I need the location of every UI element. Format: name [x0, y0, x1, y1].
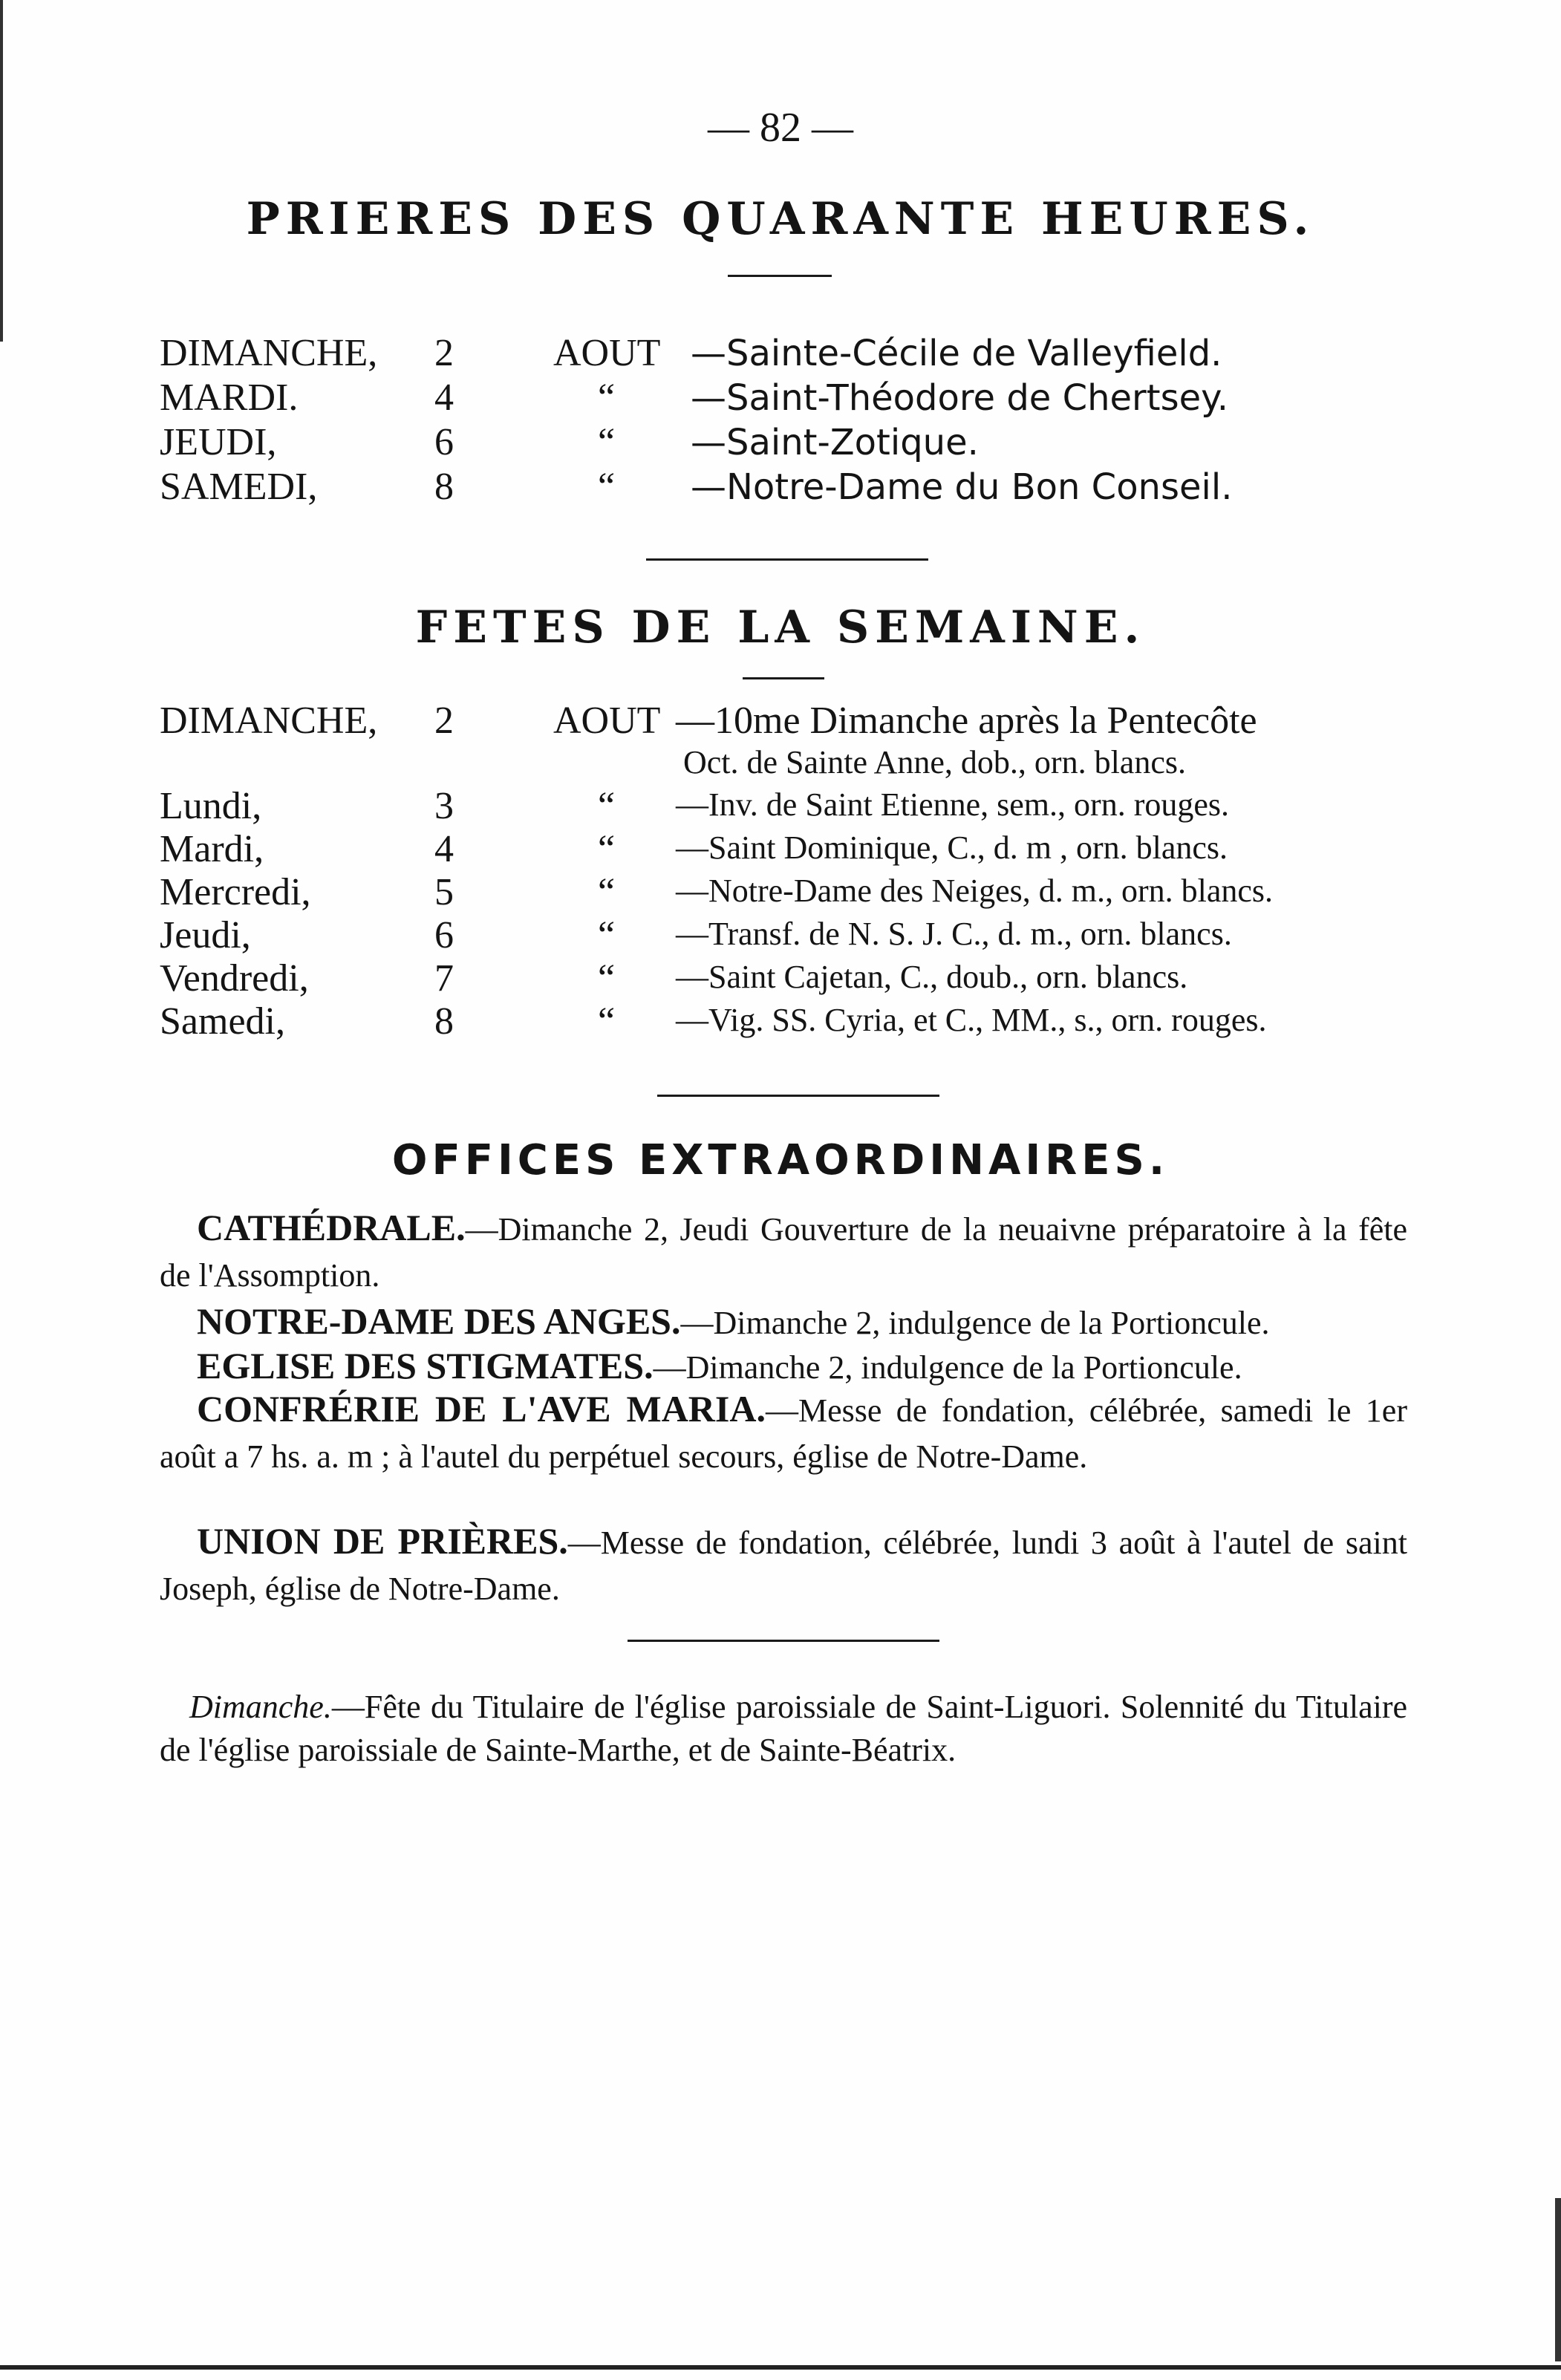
office-heading: UNION DE PRIÈRES.: [197, 1520, 568, 1562]
office-text: —Dimanche 2, indulgence de la Portioncule.: [653, 1349, 1242, 1386]
fete-desc: —Notre-Dame des Neiges, d. m., orn. blancs.: [676, 873, 1274, 909]
office-text: —Messe de fondation, célébrée, samedi le 1er août a 7 hs. a. m ; à l'autel du perpétuel secours, église de Notre-Dame.: [160, 1392, 1407, 1475]
section-title-offices: OFFICES EXTRAORDINAIRES.: [391, 1136, 1170, 1184]
section-divider: [628, 1640, 939, 1642]
fete-day: Vendredi,: [160, 957, 309, 1000]
fete-num: 7: [434, 957, 454, 1000]
fete-ditto: “: [598, 957, 616, 1000]
fete-day: Mercredi,: [160, 871, 311, 913]
scan-bottom-edge: [0, 2365, 1561, 2370]
qh-num: 4: [434, 376, 454, 419]
fete-num: 6: [434, 914, 454, 956]
office-text: —Messe de fondation, célébrée, lundi 3 août à l'autel de saint Joseph, église de Notre-Dame.: [160, 1525, 1407, 1607]
section-title-fetes: FETES DE LA SEMAINE.: [415, 601, 1146, 653]
qh-num: 8: [434, 466, 454, 508]
qh-desc: —Notre-Dame du Bon Conseil.: [691, 466, 1233, 508]
section-title-quarante-heures: PRIERES DES QUARANTE HEURES.: [246, 193, 1315, 245]
page-number: — 82 —: [708, 105, 853, 151]
qh-day: SAMEDI,: [160, 466, 318, 508]
section-divider: [657, 1095, 939, 1097]
fete-ditto: “: [598, 785, 616, 827]
fete-num: 5: [434, 871, 454, 913]
footnote-text: —Fête du Titulaire de l'église paroissiale de Saint-Liguori. Solennité du Titulaire de l'église paroissiale de Sainte-Marthe, et de Sainte-Béatrix.: [160, 1689, 1407, 1768]
fete-subline: Oct. de Sainte Anne, dob., orn. blancs.: [683, 744, 1186, 780]
qh-desc: —Saint-Zotique.: [691, 422, 979, 463]
office-paragraph: [160, 1298, 1407, 1346]
office-text: —Dimanche 2, Jeudi Gouverture de la neuaivne préparatoire à la fête de l'Assomption.: [160, 1211, 1407, 1294]
office-heading: EGLISE DES STIGMATES.: [197, 1345, 654, 1386]
fete-month: AOUT: [553, 700, 661, 742]
fete-ditto: “: [598, 871, 616, 913]
office-heading: NOTRE-DAME DES ANGES.: [197, 1300, 681, 1342]
scan-edge-right: [1555, 2198, 1561, 2361]
office-heading: CATHÉDRALE.: [197, 1207, 466, 1248]
qh-ditto: “: [598, 421, 616, 463]
office-heading: CONFRÉRIE DE L'AVE MARIA.: [197, 1388, 766, 1429]
fete-desc: —Saint Cajetan, C., doub., orn. blancs.: [676, 959, 1188, 995]
footnote-paragraph: [160, 1686, 1407, 1772]
fete-num: 8: [434, 1000, 454, 1043]
section-divider: [646, 558, 928, 561]
qh-ditto: “: [598, 376, 616, 419]
footnote-label: Dimanche.: [189, 1689, 332, 1725]
fete-ditto: “: [598, 1000, 616, 1043]
fete-desc: —10me Dimanche après la Pentecôte: [676, 700, 1257, 742]
office-paragraph: [160, 1518, 1407, 1612]
fete-desc: —Transf. de N. S. J. C., d. m., orn. blancs.: [676, 916, 1232, 952]
qh-num: 6: [434, 421, 454, 463]
qh-desc: —Saint-Théodore de Chertsey.: [691, 377, 1228, 419]
title-rule: [728, 275, 832, 277]
fete-ditto: “: [598, 914, 616, 956]
fete-day: Lundi,: [160, 785, 262, 827]
fete-day: Samedi,: [160, 1000, 285, 1043]
title-rule: [743, 677, 824, 679]
fete-num: 2: [434, 700, 454, 742]
qh-day: MARDI.: [160, 376, 299, 419]
office-paragraph: [160, 1204, 1407, 1299]
qh-day: JEUDI,: [160, 421, 277, 463]
office-text: —Dimanche 2, indulgence de la Portioncule.: [680, 1305, 1270, 1341]
fete-desc: —Vig. SS. Cyria, et C., MM., s., orn. rouges.: [676, 1002, 1267, 1038]
office-paragraph: [160, 1386, 1407, 1480]
fete-num: 4: [434, 828, 454, 870]
fete-day: DIMANCHE,: [160, 700, 378, 742]
qh-ditto: “: [598, 466, 616, 508]
fete-desc: —Inv. de Saint Etienne, sem., orn. rouges.: [676, 786, 1229, 823]
office-paragraph: [160, 1343, 1407, 1391]
qh-day: DIMANCHE,: [160, 332, 378, 374]
fete-desc: —Saint Dominique, C., d. m , orn. blancs.: [676, 829, 1228, 866]
qh-num: 2: [434, 332, 454, 374]
qh-desc: —Sainte-Cécile de Valleyfield.: [691, 333, 1222, 374]
fete-ditto: “: [598, 828, 616, 870]
fete-day: Mardi,: [160, 828, 264, 870]
scan-edge-left: [0, 0, 3, 342]
fete-day: Jeudi,: [160, 914, 251, 956]
fete-num: 3: [434, 785, 454, 827]
qh-month: AOUT: [553, 332, 661, 374]
